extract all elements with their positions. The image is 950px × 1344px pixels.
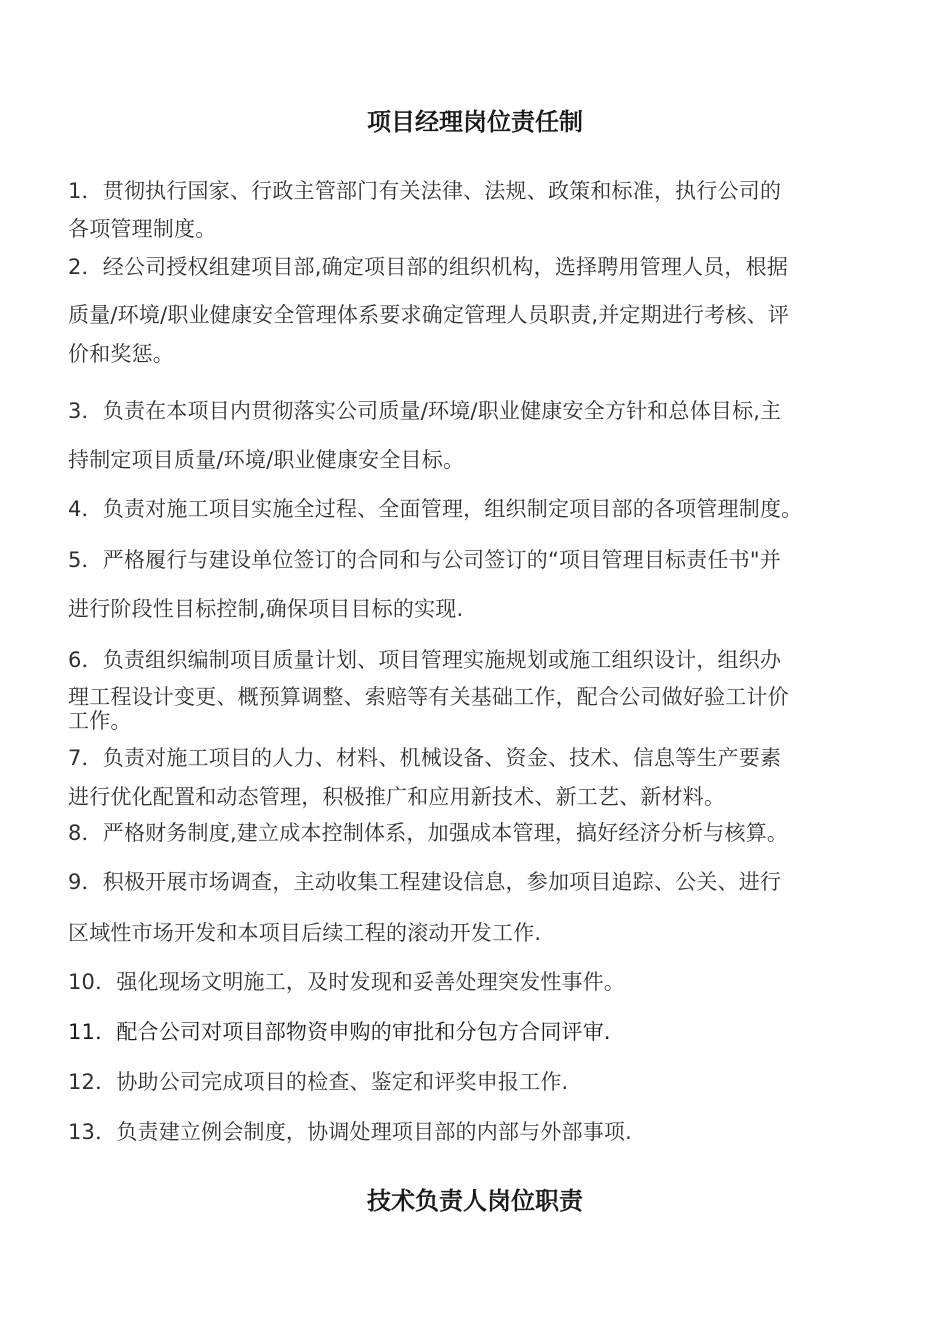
duty-line-3b: 持制定项目质量/环境/职业健康安全目标。: [68, 448, 465, 472]
duty-line-2c: 价和奖惩。: [68, 342, 174, 366]
duty-line-7b: 进行优化配置和动态管理，积极推广和应用新技术、新工艺、新材料。: [68, 785, 726, 809]
duty-line-4: 4．负责对施工项目实施全过程、全面管理，组织制定项目部的各项管理制度。: [68, 497, 803, 521]
duty-line-1b: 各项管理制度。: [68, 217, 217, 241]
duty-line-9a: 9．积极开展市场调查，主动收集工程建设信息，参加项目追踪、公关、进行: [68, 870, 782, 894]
duty-line-12: 12．协助公司完成项目的检查、鉴定和评奖申报工作.: [68, 1070, 569, 1094]
section-title: 技术负责人岗位职责: [367, 1187, 583, 1215]
duty-line-13: 13．负责建立例会制度，协调处理项目部的内部与外部事项.: [68, 1120, 632, 1144]
duty-line-9b: 区域性市场开发和本项目后续工程的滚动开发工作.: [68, 921, 542, 945]
duty-line-8: 8．严格财务制度,建立成本控制体系，加强成本管理，搞好经济分析与核算。: [68, 821, 789, 845]
duty-line-6b: 理工程设计变更、概预算调整、索赔等有关基础工作，配合公司做好验工计价: [68, 685, 789, 709]
duty-line-6c: 工作。: [68, 709, 132, 733]
duty-line-7a: 7．负责对施工项目的人力、材料、机械设备、资金、技术、信息等生产要素: [68, 746, 782, 770]
duty-line-10: 10．强化现场文明施工，及时发现和妥善处理突发性事件。: [68, 970, 626, 994]
duty-line-2a: 2．经公司授权组建项目部,确定项目部的组织机构，选择聘用管理人员，根据: [68, 255, 789, 279]
duty-line-5b: 进行阶段性目标控制,确保项目目标的实现.: [68, 597, 464, 621]
duty-line-2b: 质量/环境/职业健康安全管理体系要求确定管理人员职责,并定期进行考核、评: [68, 303, 790, 327]
duty-line-6a: 6．负责组织编制项目质量计划、项目管理实施规划或施工组织设计，组织办: [68, 648, 782, 672]
duty-line-11: 11．配合公司对项目部物资申购的审批和分包方合同评审.: [68, 1020, 611, 1044]
duty-line-1a: 1．贯彻执行国家、行政主管部门有关法律、法规、政策和标准，执行公司的: [68, 179, 782, 203]
duty-line-5a: 5．严格履行与建设单位签订的合同和与公司签订的“项目管理目标责任书"并: [68, 548, 781, 572]
page-title: 项目经理岗位责任制: [367, 108, 583, 136]
duty-line-3a: 3．负责在本项目内贯彻落实公司质量/环境/职业健康安全方针和总体目标,主: [68, 399, 782, 423]
